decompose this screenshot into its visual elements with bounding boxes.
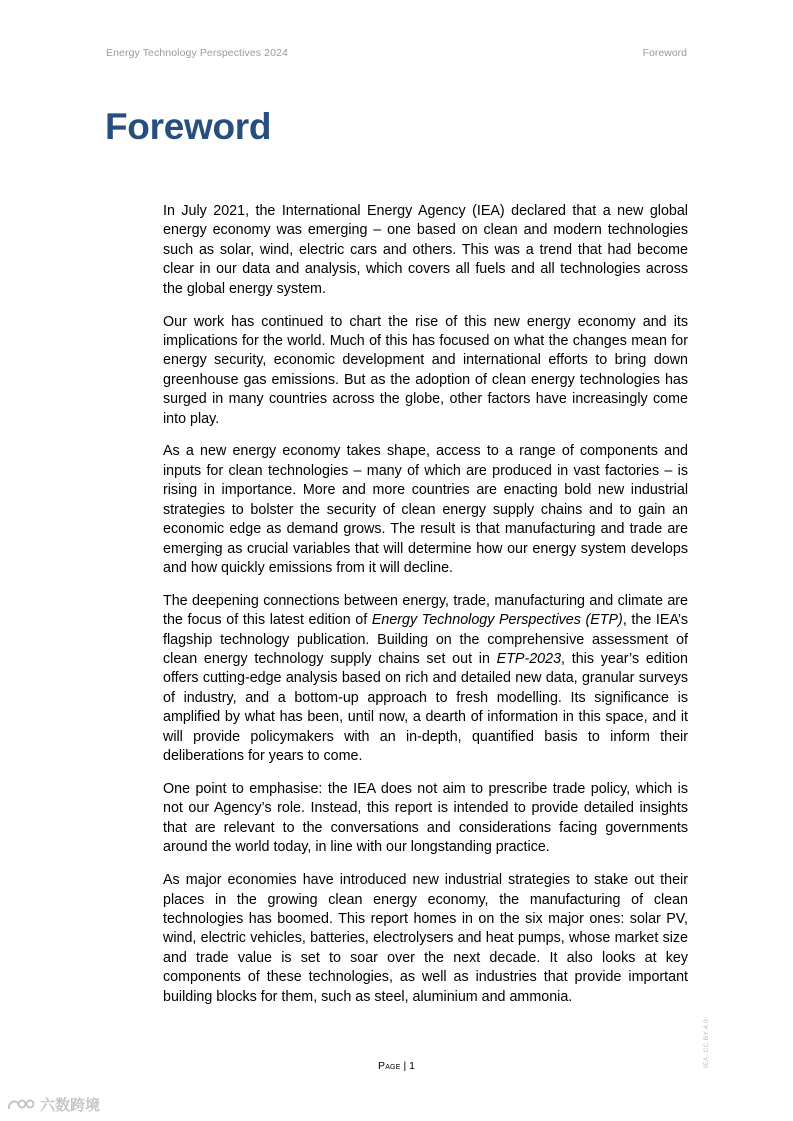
page-number xyxy=(0,1060,793,1072)
body-text xyxy=(163,202,688,1020)
license-note: IEA. CC BY 4.0. xyxy=(703,1017,710,1068)
page-title: Foreword xyxy=(105,106,272,147)
watermark xyxy=(6,1094,100,1115)
paragraph-4-text-b: , the IEA’s flagship technology publication. Building on the comprehensive assessment of clean energy technology supply chains set out in xyxy=(163,612,688,668)
paragraph-4 xyxy=(163,592,688,767)
paragraph-4-italic-etp-2023: ETP-2023 xyxy=(496,651,562,668)
running-header-section: Foreword xyxy=(642,47,687,59)
brand-logo-icon xyxy=(6,1097,36,1113)
page-number-value: 1 xyxy=(409,1060,415,1072)
paragraph-3: As a new energy economy takes shape, access to a range of components and inputs for clean technologies – many of which are produced in vast factories – is rising in importance. More and more countries are enacting bold new industrial strategies to bolster the security of clean energy supply chains and to gain an economic edge as demand grows. The result is that manufacturing and trade are emerging as crucial variables that will determine how our energy system develops and how quickly emissions from it will decline. xyxy=(163,443,688,576)
page-separator: | xyxy=(403,1060,407,1072)
paragraph-1: In July 2021, the International Energy Agency (IEA) declared that a new global energy economy was emerging – one based on clean and modern technologies such as solar, wind, electric cars and others. This was a trend that had become clear in our data and analysis, which covers all fuels and all technologies across the global energy system. xyxy=(163,203,688,297)
running-header-title: Energy Technology Perspectives 2024 xyxy=(106,47,288,59)
watermark-text: 六数跨境 xyxy=(40,1097,101,1114)
paragraph-6: As major economies have introduced new industrial strategies to stake out their places in the growing clean energy economy, the manufacturing of clean technologies has boomed. This report homes in on the six major ones: solar PV, wind, electric vehicles, batteries, electrolysers and heat pumps, whose market size and trade value is set to soar over the next decade. It also looks at key components of these technologies, as well as industries that provide important building blocks for them, such as steel, aluminium and ammonia. xyxy=(163,872,688,1005)
paragraph-4-italic-etp: Energy Technology Perspectives (ETP) xyxy=(371,612,623,629)
paragraph-4-text-a: The deepening connections between energy, trade, manufacturing and climate are the focus of this latest edition of xyxy=(163,592,688,629)
page-label: Page xyxy=(377,1060,401,1072)
paragraph-5: One point to emphasise: the IEA does not aim to prescribe trade policy, which is not our Agency’s role. Instead, this report is intended to provide detailed insights that are relevant to the conversations and considerations facing governments around the world today, in line with our longstanding practice. xyxy=(163,780,688,856)
paragraph-4-text-c: , this year’s edition offers cutting-edge analysis based on rich and detailed new data, granular surveys of industry, and a bottom-up approach to fresh modelling. Its significance is amplified by what has been, until now, a dearth of information in this space, and it will provide policymakers with an in-depth, quantified basis to inform their deliberations for years to come. xyxy=(163,651,688,765)
paragraph-2: Our work has continued to chart the rise of this new energy economy and its implications for the world. Much of this has focused on what the changes mean for energy security, economic development and international efforts to bring down greenhouse gas emissions. But as the adoption of clean energy technologies has surged in many countries across the globe, other factors have increasingly come into play. xyxy=(163,313,688,427)
